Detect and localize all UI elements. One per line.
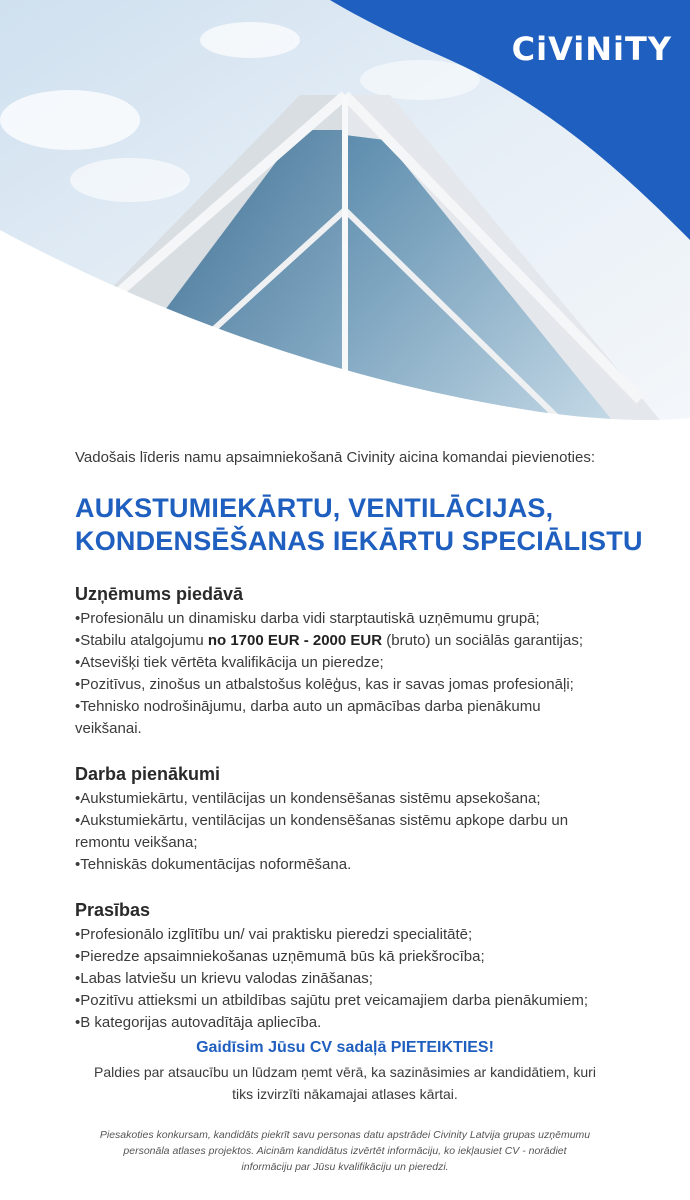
list-item: •Pozitīvus, zinošus un atbalstošus kolēģus, kas ir savas jomas profesionāļi; xyxy=(75,676,574,693)
hero-banner xyxy=(0,0,690,430)
thanks-line: tiks izvirzīti nākamajai atlases kārtai. xyxy=(232,1086,458,1102)
offer-section xyxy=(75,582,645,740)
salary-suffix: (bruto) un sociālās garantijas; xyxy=(382,632,584,649)
list-item: •B kategorijas autovadītāja apliecība. xyxy=(75,1014,322,1031)
salary-prefix: •Stabilu atalgojumu xyxy=(75,632,208,649)
list-item: •Pozitīvu attieksmi un atbildības sajūtu pret veicamajiem darba pienākumiem; xyxy=(75,992,588,1009)
job-title-line: KONDENSĒŠANAS IEKĀRTU SPECIĀLISTU xyxy=(75,526,643,556)
job-title-line: AUKSTUMIEKĀRTU, VENTILĀCIJAS, xyxy=(75,493,554,523)
list-item: •Pieredze apsaimniekošanas uzņēmumā būs kā priekšrocība; xyxy=(75,948,485,965)
list-item: •Labas latviešu un krievu valodas zināšanas; xyxy=(75,970,373,987)
list-item: •Tehniskās dokumentācijas noformēšana. xyxy=(75,856,352,873)
list-item: •Aukstumiekārtu, ventilācijas un kondensēšanas sistēmu apsekošana; xyxy=(75,790,541,807)
salary-item xyxy=(75,630,645,652)
civinity-logo: CiViNiTY xyxy=(511,30,672,68)
disclaimer-line: Piesakoties konkursam, kandidāts piekrīt savu personas datu apstrādei Civinity Latvija grupas uzņēmumu xyxy=(99,1129,591,1141)
requirements-section xyxy=(75,898,645,1034)
privacy-disclaimer xyxy=(60,1127,630,1175)
list-item: •Atsevišķi tiek vērtēta kvalifikācija un pieredze; xyxy=(75,654,384,671)
salary-range: no 1700 EUR - 2000 EUR xyxy=(207,632,383,649)
disclaimer-line: personāla atlases projektos. Aicinām kandidātus izvērtēt informāciju, ko iekļausiet CV - norādiet xyxy=(123,1145,567,1157)
list-item-continued: remontu veikšana; xyxy=(75,834,198,851)
list-item: •Profesionālu un dinamisku darba vidi starptautiskā uzņēmumu grupā; xyxy=(75,610,540,627)
job-description xyxy=(75,448,645,1056)
offer-heading: Uzņēmums piedāvā xyxy=(75,584,244,604)
list-item-continued: veikšanai. xyxy=(75,720,142,737)
disclaimer-line: informāciju par Jūsu kvalifikāciju un pieredzi. xyxy=(241,1161,449,1173)
list-item: •Tehnisko nodrošinājumu, darba auto un apmācības darba pienākumu xyxy=(75,698,541,715)
list-item: •Aukstumiekārtu, ventilācijas un kondensēšanas sistēmu apkope darbu un xyxy=(75,812,569,829)
requirements-heading: Prasības xyxy=(75,900,151,920)
list-item: •Profesionālo izglītību un/ vai praktisku pieredzi specialitātē; xyxy=(75,926,473,943)
duties-heading: Darba pienākumi xyxy=(75,764,221,784)
thanks-line: Paldies par atsaucību un lūdzam ņemt vērā, ka sazināsimies ar kandidātiem, kuri xyxy=(94,1064,596,1080)
apply-call-to-action: Gaidīsim Jūsu CV sadaļā PIETEIKTIES! xyxy=(196,1039,494,1056)
job-title xyxy=(75,492,645,558)
intro-text: Vadošais līderis namu apsaimniekošanā Civinity aicina komandai pievienoties: xyxy=(75,449,595,466)
thanks-note xyxy=(70,1061,620,1105)
duties-section xyxy=(75,762,645,876)
